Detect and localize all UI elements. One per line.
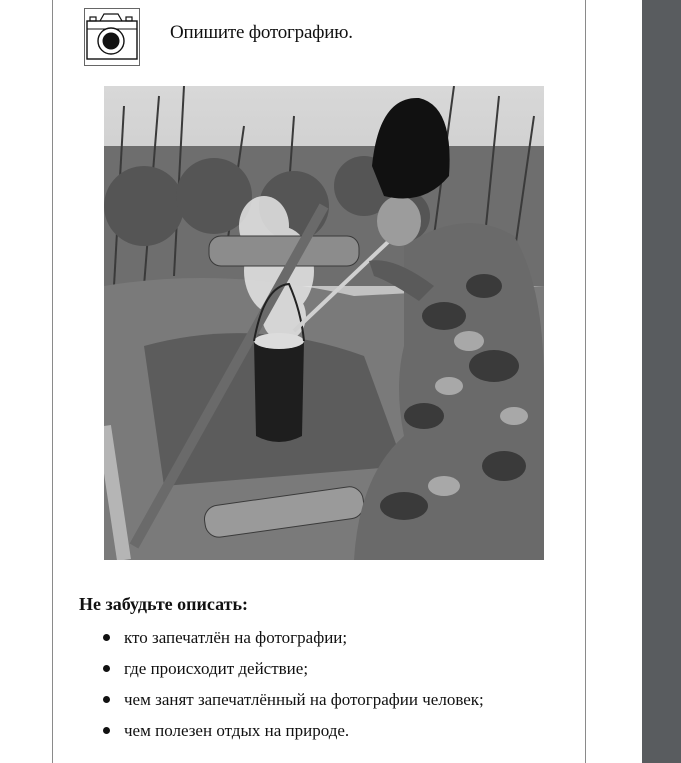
bullet-icon [103, 665, 110, 672]
list-item [100, 684, 484, 715]
list-item-text: чем полезен отдых на природе. [124, 721, 350, 740]
list-item [100, 622, 484, 653]
bullet-icon [103, 727, 110, 734]
bullet-icon [103, 634, 110, 641]
campfire-photo [104, 86, 544, 560]
list-item [100, 715, 484, 746]
task-instruction: Опишите фотографию. [170, 22, 353, 43]
bullet-icon [103, 696, 110, 703]
reminder-list [100, 622, 484, 746]
list-item-text: кто запечатлён на фотографии; [124, 628, 348, 647]
camera-icon [84, 8, 140, 66]
viewer-scroll-gutter[interactable] [642, 0, 681, 763]
list-item [100, 653, 484, 684]
list-item-text: чем занят запечатлённый на фотографии человек; [124, 690, 484, 709]
list-item-text: где происходит действие; [124, 659, 309, 678]
reminder-heading: Не забудьте описать: [79, 594, 249, 614]
